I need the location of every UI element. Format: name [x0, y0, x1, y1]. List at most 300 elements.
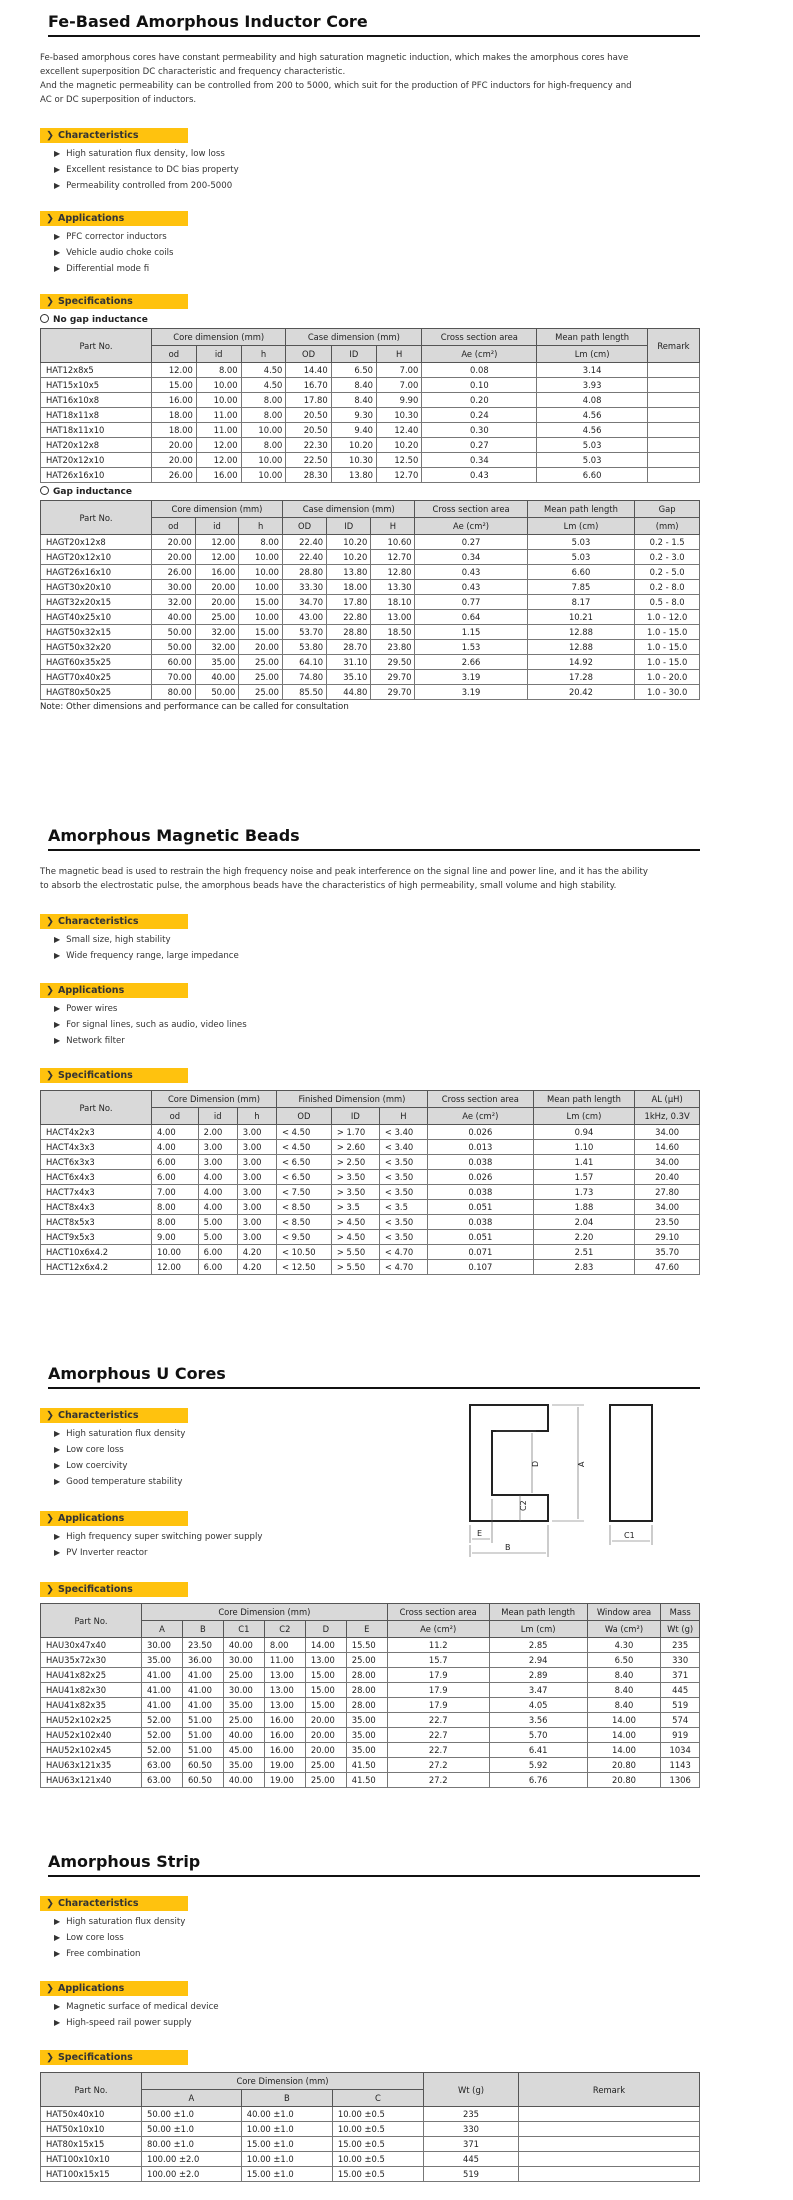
table-cell: 9.00 [152, 1230, 199, 1245]
table-cell: 14.60 [635, 1140, 700, 1155]
col-header: Ae (cm²) [422, 346, 537, 363]
table-cell: 52.00 [142, 1728, 183, 1743]
table-cell: 20.40 [635, 1170, 700, 1185]
table-cell: 3.93 [537, 378, 648, 393]
table-cell: 11.2 [387, 1638, 489, 1653]
table-cell: 19.00 [264, 1758, 305, 1773]
table-cell: 32.00 [195, 640, 239, 655]
table-cell: 13.00 [264, 1668, 305, 1683]
chevron-right-icon: ❯ [46, 296, 54, 307]
table-row [41, 1200, 700, 1215]
table-cell: 9.30 [331, 408, 376, 423]
table-cell: 16.00 [264, 1728, 305, 1743]
table-cell: 7.00 [152, 1185, 199, 1200]
table-cell: 16.70 [286, 378, 331, 393]
table-cell: 32.00 [195, 625, 239, 640]
circle-bullet-icon [40, 486, 49, 495]
table-cell: 7.00 [376, 378, 421, 393]
table-cell: 20.00 [195, 595, 239, 610]
table-cell: 29.70 [371, 670, 415, 685]
table-cell: 15.50 [346, 1638, 387, 1653]
table-cell: 23.80 [371, 640, 415, 655]
table-cell: 23.50 [182, 1638, 223, 1653]
table-cell: 26.00 [152, 565, 196, 580]
list-item: ▶ Free combination [54, 1949, 141, 1959]
table-cell: HAU63x121x35 [41, 1758, 142, 1773]
col-header: Ae (cm²) [427, 1108, 533, 1125]
table-cell: 25.00 [239, 685, 283, 700]
table-cell: 0.038 [427, 1155, 533, 1170]
characteristics-label [40, 128, 188, 143]
table-cell: 29.70 [371, 685, 415, 700]
table-cell: HAU63x121x40 [41, 1773, 142, 1788]
col-header: Finished Dimension (mm) [276, 1091, 427, 1108]
table-cell: 10.21 [527, 610, 635, 625]
table-cell: 53.80 [282, 640, 326, 655]
table-cell: 12.70 [371, 550, 415, 565]
table-cell: 11.00 [196, 423, 241, 438]
table-cell: HACT4x2x3 [41, 1125, 152, 1140]
table-cell: 8.40 [587, 1698, 661, 1713]
table-cell: 1.41 [533, 1155, 635, 1170]
list-item: ▶ Good temperature stability [54, 1477, 183, 1487]
triangle-bullet-icon: ▶ [54, 2002, 61, 2011]
table-cell: 28.30 [286, 468, 331, 483]
table-cell: 574 [661, 1713, 700, 1728]
table-cell: 12.88 [527, 640, 635, 655]
table-cell: 34.00 [635, 1155, 700, 1170]
table-cell: HAGT20x12x8 [41, 535, 152, 550]
table-cell: 20.00 [195, 580, 239, 595]
col-header: h [239, 518, 283, 535]
table-cell: < 10.50 [276, 1245, 331, 1260]
table-cell: 235 [424, 2107, 519, 2122]
table-row [41, 1215, 700, 1230]
table-cell: 3.19 [415, 685, 527, 700]
col-header: Core dimension (mm) [152, 501, 283, 518]
table-cell: HAT100x10x10 [41, 2152, 142, 2167]
table-cell: 14.00 [587, 1713, 661, 1728]
table-cell: HAT100x15x15 [41, 2167, 142, 2182]
list-item: ▶ Permeability controlled from 200-5000 [54, 181, 233, 191]
desc-line: Fe-based amorphous cores have constant permeability and high saturation magnetic induction, which makes the amorphous cores have [40, 53, 629, 63]
table-cell: 8.00 [241, 393, 286, 408]
table-cell: HACT8x4x3 [41, 1200, 152, 1215]
table-cell: 63.00 [142, 1758, 183, 1773]
col-header: Window area [587, 1604, 661, 1621]
table-cell: 50.00 [152, 640, 196, 655]
col-header: id [195, 518, 239, 535]
table-cell: 4.50 [241, 363, 286, 378]
col-header: id [198, 1108, 237, 1125]
table-cell: 8.00 [239, 535, 283, 550]
table-cell: 2.83 [533, 1260, 635, 1275]
col-header: od [152, 346, 197, 363]
table-cell: 43.00 [282, 610, 326, 625]
table-cell: 3.00 [198, 1140, 237, 1155]
section-title: Amorphous Strip [48, 1852, 700, 1877]
table-row [41, 423, 700, 438]
col-header: Wt (g) [424, 2073, 519, 2107]
table-cell: 20.00 [305, 1728, 346, 1743]
table-cell: 12.00 [196, 453, 241, 468]
table-cell: 50.00 ±1.0 [142, 2122, 242, 2137]
table-cell: 0.038 [427, 1215, 533, 1230]
table-cell: HAGT20x12x10 [41, 550, 152, 565]
table-row [41, 363, 700, 378]
table-cell: 6.41 [489, 1743, 587, 1758]
table-cell: 4.56 [537, 408, 648, 423]
table-cell: 10.20 [331, 438, 376, 453]
table-cell: 5.00 [198, 1230, 237, 1245]
table-cell: 34.70 [282, 595, 326, 610]
table-cell: HACT6x3x3 [41, 1155, 152, 1170]
table-cell: 0.34 [415, 550, 527, 565]
table-cell: 15.00 [305, 1668, 346, 1683]
table-row [41, 1260, 700, 1275]
table-cell: > 2.50 [331, 1155, 379, 1170]
col-header: A [142, 2090, 242, 2107]
col-header: Mean path length [527, 501, 635, 518]
col-header: Cross section area [415, 501, 527, 518]
table-cell: 4.05 [489, 1698, 587, 1713]
table-row [41, 1743, 700, 1758]
table-cell: 20.00 [152, 453, 197, 468]
table-cell: 0.64 [415, 610, 527, 625]
triangle-bullet-icon: ▶ [54, 165, 61, 174]
table-cell [647, 363, 699, 378]
no-gap-table [40, 328, 700, 483]
table-row [41, 670, 700, 685]
table-row [41, 1698, 700, 1713]
table-cell: < 3.40 [379, 1140, 427, 1155]
table-cell: HAU41x82x25 [41, 1668, 142, 1683]
table-cell: 35.00 [195, 655, 239, 670]
table-row [41, 1245, 700, 1260]
triangle-bullet-icon: ▶ [54, 1548, 61, 1557]
table-cell: 10.00 [152, 1245, 199, 1260]
list-item: ▶ Excellent resistance to DC bias property [54, 165, 239, 175]
triangle-bullet-icon: ▶ [54, 1933, 61, 1942]
table-cell: 63.00 [142, 1773, 183, 1788]
applications-label: ❯ Applications [40, 983, 188, 998]
table-row [41, 1155, 700, 1170]
table-cell: 50.00 ±1.0 [142, 2107, 242, 2122]
table-cell: 12.00 [152, 1260, 199, 1275]
col-header: ID [327, 518, 371, 535]
col-header: Ae (cm²) [387, 1621, 489, 1638]
table-cell: 11.00 [264, 1653, 305, 1668]
chevron-right-icon: ❯ [46, 1513, 54, 1524]
table-cell: 40.00 [195, 670, 239, 685]
table-row [41, 1683, 700, 1698]
table-body [41, 1638, 700, 1788]
table-cell: 0.27 [415, 535, 527, 550]
table-cell: 13.00 [264, 1698, 305, 1713]
table-row [41, 2152, 700, 2167]
table-cell: 25.00 [223, 1668, 264, 1683]
characteristics-label: ❯ Characteristics [40, 1408, 188, 1423]
table-cell: 51.00 [182, 1713, 223, 1728]
table-cell: 8.00 [241, 408, 286, 423]
dim-label-c1: C1 [624, 1531, 635, 1540]
table-cell: 20.80 [587, 1773, 661, 1788]
table-cell: 35.00 [346, 1728, 387, 1743]
triangle-bullet-icon: ▶ [54, 935, 61, 944]
col-header: Part No. [41, 501, 152, 535]
table-body [41, 535, 700, 700]
table-row [41, 565, 700, 580]
table-cell: 1.0 - 15.0 [635, 640, 700, 655]
col-header: Lm (cm) [527, 518, 635, 535]
table-cell: HAT50x40x10 [41, 2107, 142, 2122]
table-cell: 5.03 [527, 535, 635, 550]
table-cell [519, 2152, 700, 2167]
col-header: Core dimension (mm) [152, 329, 286, 346]
col-header: Core Dimension (mm) [152, 1091, 277, 1108]
table-cell: 17.9 [387, 1698, 489, 1713]
table-cell: 10.30 [376, 408, 421, 423]
table-cell: 2.94 [489, 1653, 587, 1668]
label-text: Specifications [57, 296, 133, 307]
table-cell: 100.00 ±2.0 [142, 2152, 242, 2167]
table-cell: 22.40 [282, 535, 326, 550]
col-header: 1kHz, 0.3V [635, 1108, 700, 1125]
col-header: Lm (cm) [537, 346, 648, 363]
table-cell: 1034 [661, 1743, 700, 1758]
table-cell: 53.70 [282, 625, 326, 640]
col-header: ID [331, 1108, 379, 1125]
table-cell: HAGT50x32x20 [41, 640, 152, 655]
table-cell: > 3.5 [331, 1200, 379, 1215]
table-cell: 14.40 [286, 363, 331, 378]
table-cell: HAT18x11x10 [41, 423, 152, 438]
table-cell [647, 423, 699, 438]
table-cell: 1.10 [533, 1140, 635, 1155]
table-cell: 22.7 [387, 1713, 489, 1728]
table-cell: 18.00 [152, 408, 197, 423]
specifications-label [40, 294, 188, 309]
table-cell: 3.00 [237, 1125, 276, 1140]
table-cell: 35.00 [223, 1758, 264, 1773]
table-cell: 13.00 [371, 610, 415, 625]
col-header: H [371, 518, 415, 535]
table-cell: < 3.50 [379, 1215, 427, 1230]
table-cell: 14.00 [305, 1638, 346, 1653]
col-header: Wa (cm²) [587, 1621, 661, 1638]
col-header: Lm (cm) [533, 1108, 635, 1125]
table-cell: < 6.50 [276, 1170, 331, 1185]
col-header: Ae (cm²) [415, 518, 527, 535]
list-item: ▶ PV Inverter reactor [54, 1548, 148, 1558]
table-cell: 35.10 [327, 670, 371, 685]
strip-section [40, 1852, 700, 2182]
table-cell: 15.00 ±1.0 [241, 2137, 332, 2152]
label-text: Characteristics [57, 130, 139, 141]
table-body [41, 1125, 700, 1275]
table-cell: 519 [424, 2167, 519, 2182]
table-cell: 30.00 [223, 1683, 264, 1698]
table-cell: < 4.70 [379, 1260, 427, 1275]
table-cell: 0.77 [415, 595, 527, 610]
table-cell: 0.34 [422, 453, 537, 468]
table-cell: 41.50 [346, 1758, 387, 1773]
triangle-bullet-icon: ▶ [54, 1477, 61, 1486]
col-header: Core Dimension (mm) [142, 1604, 388, 1621]
u-core-diagram [460, 1395, 680, 1563]
triangle-bullet-icon: ▶ [54, 149, 61, 158]
table-cell: HAT20x12x10 [41, 453, 152, 468]
col-header: OD [276, 1108, 331, 1125]
table-cell: HAU52x102x45 [41, 1743, 142, 1758]
table-cell: < 12.50 [276, 1260, 331, 1275]
table-cell: 4.30 [587, 1638, 661, 1653]
table-cell: 60.50 [182, 1773, 223, 1788]
col-header: Mass [661, 1604, 700, 1621]
list-item: ▶ Network filter [54, 1036, 125, 1046]
table-row [41, 580, 700, 595]
table-row [41, 1185, 700, 1200]
table-cell: 4.00 [152, 1140, 199, 1155]
table-cell: 6.00 [152, 1155, 199, 1170]
table-cell: 16.00 [152, 393, 197, 408]
table-cell: 47.60 [635, 1260, 700, 1275]
inductor-section [40, 12, 700, 712]
col-header: E [346, 1621, 387, 1638]
table-cell: 0.2 - 8.0 [635, 580, 700, 595]
table-cell: 0.94 [533, 1125, 635, 1140]
gap-table [40, 500, 700, 700]
table-body [41, 2107, 700, 2182]
table-cell: 3.00 [237, 1170, 276, 1185]
table-cell: 25.00 [239, 670, 283, 685]
characteristics-list [40, 146, 700, 194]
table-cell: 12.00 [195, 550, 239, 565]
table-row [41, 1638, 700, 1653]
table-cell [519, 2137, 700, 2152]
col-header: AL (μH) [635, 1091, 700, 1108]
table-cell: 3.19 [415, 670, 527, 685]
list-item: ▶ Vehicle audio choke coils [54, 248, 174, 258]
table-cell: 25.00 [239, 655, 283, 670]
table-cell: 28.80 [282, 565, 326, 580]
section-title: Amorphous U Cores [48, 1364, 700, 1389]
col-header: Part No. [41, 1091, 152, 1125]
table-row [41, 1728, 700, 1743]
applications-list [40, 1999, 700, 2031]
table-cell: 4.00 [152, 1125, 199, 1140]
dim-label-c2: C2 [519, 1500, 528, 1511]
triangle-bullet-icon: ▶ [54, 1004, 61, 1013]
table-cell: 40.00 ±1.0 [241, 2107, 332, 2122]
col-header: ID [331, 346, 376, 363]
table-cell: 18.00 [152, 423, 197, 438]
col-header: OD [286, 346, 331, 363]
table-cell: 1.57 [533, 1170, 635, 1185]
table-cell: 20.50 [286, 408, 331, 423]
col-header: Cross section area [422, 329, 537, 346]
table-cell: 330 [661, 1653, 700, 1668]
chevron-right-icon: ❯ [46, 1898, 54, 1909]
table-cell: 10.60 [371, 535, 415, 550]
table-cell: 41.00 [182, 1698, 223, 1713]
table-cell: 19.00 [264, 1773, 305, 1788]
applications-list [40, 229, 700, 277]
table-cell: 4.00 [198, 1185, 237, 1200]
table-cell [647, 468, 699, 483]
desc-line: The magnetic bead is used to restrain the high frequency noise and peak interference on the signal line and power line, and it has the ability [40, 867, 648, 877]
col-header: Remark [647, 329, 699, 363]
table-cell: 1.0 - 12.0 [635, 610, 700, 625]
table-cell: 10.00 [239, 565, 283, 580]
list-item: ▶ Magnetic surface of medical device [54, 2002, 219, 2012]
table-cell: 64.10 [282, 655, 326, 670]
table-cell: 8.40 [587, 1668, 661, 1683]
table-cell: 85.50 [282, 685, 326, 700]
table-cell: 23.50 [635, 1215, 700, 1230]
table-cell: 235 [661, 1638, 700, 1653]
table-row [41, 1653, 700, 1668]
col-header: B [241, 2090, 332, 2107]
table-cell: > 3.50 [331, 1170, 379, 1185]
col-header: Gap [635, 501, 700, 518]
table-cell: 28.80 [327, 625, 371, 640]
table-cell: 6.00 [198, 1260, 237, 1275]
dim-label-e: E [477, 1529, 483, 1538]
table-row [41, 2137, 700, 2152]
table-cell: > 2.60 [331, 1140, 379, 1155]
table-cell: 10.00 ±1.0 [241, 2122, 332, 2137]
list-item: ▶ High frequency super switching power supply [54, 1532, 263, 1542]
table-cell: 3.00 [237, 1230, 276, 1245]
table-cell: 0.08 [422, 363, 537, 378]
table-cell: HAU41x82x30 [41, 1683, 142, 1698]
table-cell: 1.53 [415, 640, 527, 655]
table-cell: < 3.5 [379, 1200, 427, 1215]
table-cell: 4.00 [198, 1170, 237, 1185]
table-cell: 0.20 [422, 393, 537, 408]
table-cell: 15.00 [239, 625, 283, 640]
table-cell: 30.00 [152, 580, 196, 595]
table-cell: 22.7 [387, 1743, 489, 1758]
triangle-bullet-icon: ▶ [54, 181, 61, 190]
table-cell: 6.00 [152, 1170, 199, 1185]
table-cell: 0.051 [427, 1200, 533, 1215]
table-cell: 12.40 [376, 423, 421, 438]
table-cell: 12.70 [376, 468, 421, 483]
table-cell: 20.42 [527, 685, 635, 700]
table-row [41, 1230, 700, 1245]
table-cell: HAT15x10x5 [41, 378, 152, 393]
table-cell: 22.7 [387, 1728, 489, 1743]
table-cell: > 5.50 [331, 1245, 379, 1260]
table-cell: 3.00 [237, 1185, 276, 1200]
table-cell: 7.00 [376, 363, 421, 378]
table-cell: 2.04 [533, 1215, 635, 1230]
col-header: id [196, 346, 241, 363]
table-cell: 5.03 [537, 438, 648, 453]
table-row [41, 2167, 700, 2182]
table-cell: 80.00 [152, 685, 196, 700]
triangle-bullet-icon: ▶ [54, 1949, 61, 1958]
table-cell: 14.00 [587, 1728, 661, 1743]
table-cell [647, 393, 699, 408]
table-cell: 5.00 [198, 1215, 237, 1230]
table-cell: 6.50 [331, 363, 376, 378]
table-cell: 2.51 [533, 1245, 635, 1260]
table-cell [647, 438, 699, 453]
list-item: ▶ Power wires [54, 1004, 118, 1014]
